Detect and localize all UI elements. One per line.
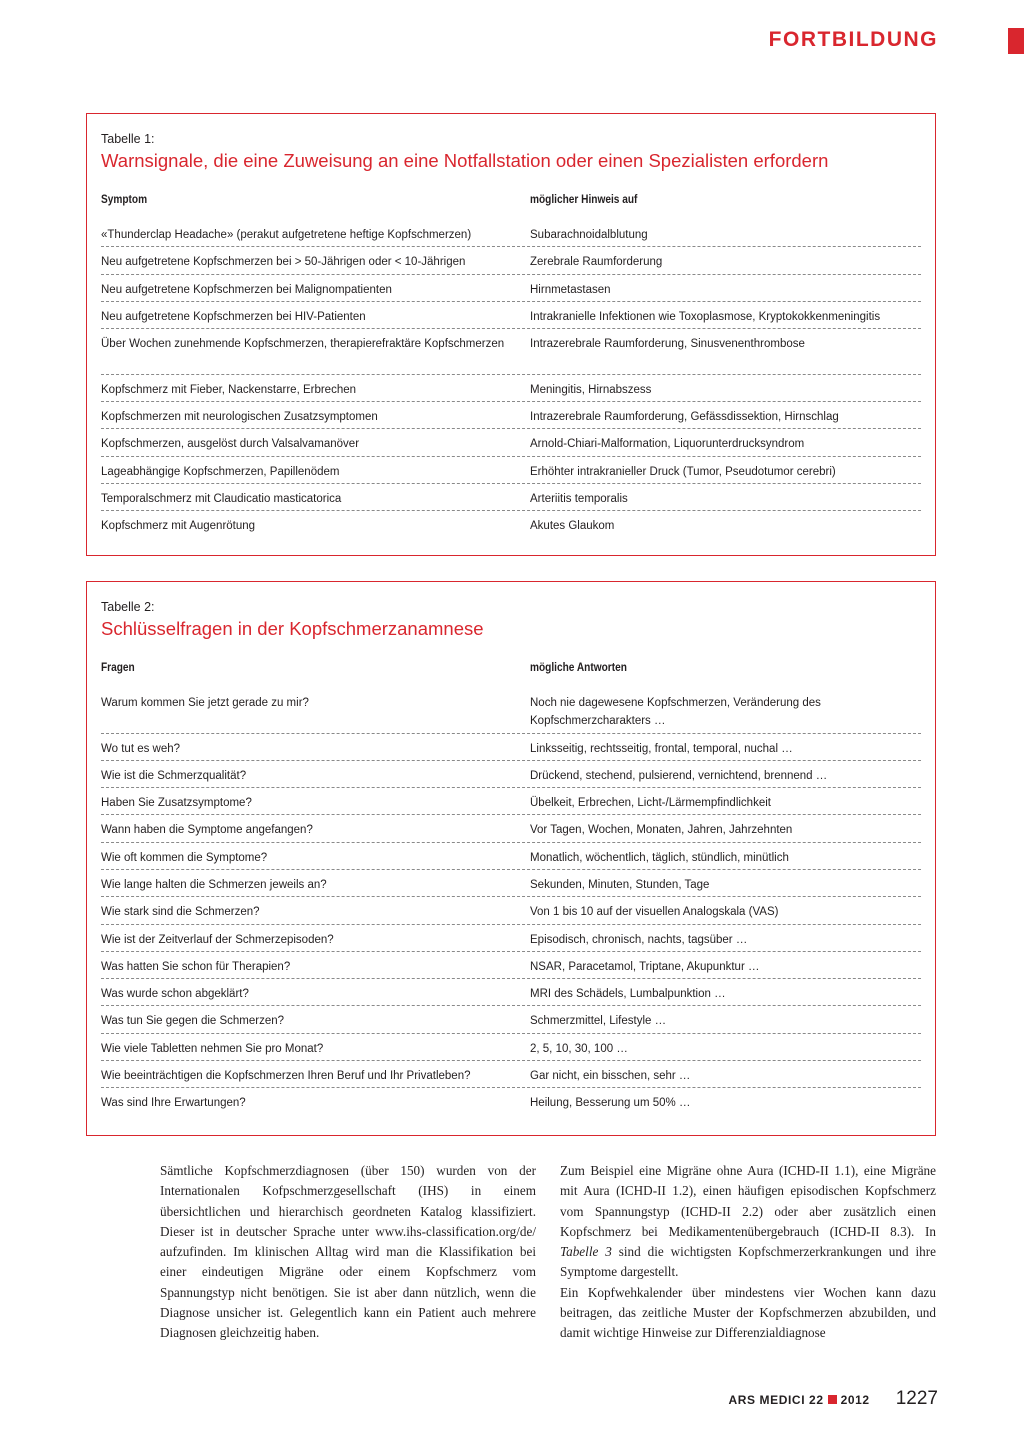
body-text-span: sind die wichtigsten Kopfschmerzerkrankungen und ihre Symptome dargestellt. bbox=[560, 1244, 936, 1280]
table-warning-signs bbox=[86, 113, 936, 556]
table-cell: Neu aufgetretene Kopfschmerzen bei HIV-Patienten bbox=[101, 310, 366, 323]
table-label: Tabelle 1: bbox=[101, 132, 155, 146]
table-row bbox=[101, 402, 921, 429]
table-cell: Intrazerebrale Raumforderung, Sinusvenenthrombose bbox=[530, 338, 805, 351]
table-cell: Kopfschmerz mit Fieber, Nackenstarre, Erbrechen bbox=[101, 383, 357, 396]
table-row bbox=[101, 247, 921, 274]
table-row bbox=[101, 329, 921, 375]
table-row bbox=[101, 870, 921, 897]
table-cell: Erhöhter intrakranieller Druck (Tumor, Pseudotumor cerebri) bbox=[530, 465, 836, 478]
table-cell: Wie beeinträchtigen die Kopfschmerzen Ihren Beruf und Ihr Privatleben? bbox=[101, 1070, 471, 1083]
table-cell: Neu aufgetretene Kopfschmerzen bei > 50-Jährigen oder < 10-Jährigen bbox=[101, 256, 466, 269]
table-cell: Kopfschmerzen mit neurologischen Zusatzsymptomen bbox=[101, 410, 378, 423]
table-cell: Drückend, stechend, pulsierend, vernichtend, brennend … bbox=[530, 769, 828, 782]
table-row bbox=[101, 1088, 921, 1115]
table-row bbox=[101, 688, 921, 734]
table-cell: Hirnmetastasen bbox=[530, 283, 611, 296]
page-number: 1227 bbox=[895, 1388, 938, 1409]
table-cell: Noch nie dagewesene Kopfschmerzen, Veränderung des Kopfschmerzcharakters … bbox=[530, 697, 821, 727]
journal-name: ARS MEDICI 22 bbox=[728, 1393, 824, 1407]
table-reference: Tabelle 3 bbox=[560, 1244, 612, 1260]
table-cell: Lageabhängige Kopfschmerzen, Papillenödem bbox=[101, 465, 340, 478]
table-cell: Kopfschmerzen, ausgelöst durch Valsalvamanöver bbox=[101, 438, 360, 451]
section-label: FORTBILDUNG bbox=[768, 28, 938, 51]
table-key-questions bbox=[86, 581, 936, 1136]
table-row bbox=[101, 484, 921, 511]
table-cell: Vor Tagen, Wochen, Monaten, Jahren, Jahrzehnten bbox=[530, 824, 793, 837]
table-cell: Intrakranielle Infektionen wie Toxoplasmose, Kryptokokkenmeningitis bbox=[530, 310, 881, 323]
body-paragraph bbox=[560, 1161, 936, 1283]
table-cell: Was wurde schon abgeklärt? bbox=[101, 988, 249, 1001]
table-cell: Über Wochen zunehmende Kopfschmerzen, therapierefraktäre Kopfschmerzen bbox=[101, 338, 505, 351]
table-row bbox=[101, 843, 921, 870]
table-cell: Wo tut es weh? bbox=[101, 742, 181, 755]
table-row bbox=[101, 220, 921, 247]
table-cell: Subarachnoidalblutung bbox=[530, 229, 648, 241]
table-cell: Wie stark sind die Schmerzen? bbox=[101, 906, 260, 919]
column-header-questions: Fragen bbox=[101, 662, 135, 674]
table-cell: Schmerzmittel, Lifestyle … bbox=[530, 1015, 667, 1028]
table-cell: Temporalschmerz mit Claudicatio masticatorica bbox=[101, 492, 342, 505]
table-row bbox=[101, 925, 921, 952]
table-cell: Übelkeit, Erbrechen, Licht-/Lärmempfindlichkeit bbox=[530, 797, 771, 810]
body-paragraph: Sämtliche Kopfschmerzdiagnosen (über 150) wurden von der Internationalen Kofpschmerzgesellschaft (IHS) in einem übersichtlichen und hierarchisch geordneten Katalog klassifiziert. Dieser ist in deutscher Sprache unter www.ihs-classification.org/de/ aufzufinden. Im klinischen Alltag wird man die Klassifikation bei einer eindeutigen Migräne oder einem Kopfschmerz vom Spannungstyp nicht benötigen. Sie ist aber dann nützlich, wenn die Diagnose unsicher ist. Gelegentlich kann ein Patient auch mehrere Diagnosen gleichzeitig haben. bbox=[160, 1163, 536, 1341]
table-row bbox=[101, 761, 921, 788]
table-row bbox=[101, 788, 921, 815]
table-body bbox=[101, 688, 921, 1116]
table-row bbox=[101, 375, 921, 402]
table-cell: 2, 5, 10, 30, 100 … bbox=[530, 1042, 628, 1055]
table-row bbox=[101, 1006, 921, 1033]
section-marker bbox=[1008, 28, 1024, 54]
table-row bbox=[101, 1034, 921, 1061]
table-row bbox=[101, 979, 921, 1006]
table-title: Warnsignale, die eine Zuweisung an eine Notfallstation oder einen Spezialisten erfordern bbox=[101, 150, 829, 171]
table-cell: Wie ist der Zeitverlauf der Schmerzepisoden? bbox=[101, 933, 334, 946]
table-title: Schlüsselfragen in der Kopfschmerzanamnese bbox=[101, 618, 484, 639]
column-header-hint: möglicher Hinweis auf bbox=[530, 194, 638, 206]
table-cell: Zerebrale Raumforderung bbox=[530, 256, 663, 269]
body-text-span: Zum Beispiel eine Migräne ohne Aura (ICHD-II 1.1), eine Migräne mit Aura (ICHD-II 1.2), einen häufigen episodischen Kopfschmerz vom Spannungstyp (ICHD-II 2.2) oder aber zusätzlich einen Kopfschmerz bei Medikamentenübergebrauch (ICHD-II 8.3). In bbox=[560, 1163, 936, 1239]
table-cell: Neu aufgetretene Kopfschmerzen bei Malignompatienten bbox=[101, 283, 392, 296]
table-cell: Wie viele Tabletten nehmen Sie pro Monat? bbox=[101, 1042, 324, 1055]
table-cell: Warum kommen Sie jetzt gerade zu mir? bbox=[101, 697, 309, 709]
table-cell: Arnold-Chiari-Malformation, Liquorunterdrucksyndrom bbox=[530, 438, 805, 451]
table-cell: Kopfschmerz mit Augenrötung bbox=[101, 520, 256, 533]
table-body bbox=[101, 220, 921, 538]
table-cell: Wie lange halten die Schmerzen jeweils an? bbox=[101, 878, 327, 891]
table-cell: Arteriitis temporalis bbox=[530, 492, 628, 505]
table-row bbox=[101, 815, 921, 842]
table-row bbox=[101, 897, 921, 924]
table-cell: Was tun Sie gegen die Schmerzen? bbox=[101, 1015, 285, 1028]
footer-marker bbox=[828, 1395, 837, 1404]
table-cell: Von 1 bis 10 auf der visuellen Analogskala (VAS) bbox=[530, 906, 779, 919]
table-cell: Linksseitig, rechtsseitig, frontal, temporal, nuchal … bbox=[530, 742, 793, 755]
table-cell: NSAR, Paracetamol, Triptane, Akupunktur … bbox=[530, 960, 760, 973]
table-cell: Sekunden, Minuten, Stunden, Tage bbox=[530, 878, 710, 891]
table-cell: Monatlich, wöchentlich, täglich, stündlich, minütlich bbox=[530, 851, 789, 864]
column-header-symptom: Symptom bbox=[101, 194, 148, 206]
table-cell: MRI des Schädels, Lumbalpunktion … bbox=[530, 988, 726, 1001]
table-cell: Akutes Glaukom bbox=[530, 520, 615, 533]
table-cell: Wie oft kommen die Symptome? bbox=[101, 851, 268, 864]
page-footer bbox=[728, 1388, 938, 1410]
table-row bbox=[101, 302, 921, 329]
journal-year: 2012 bbox=[840, 1393, 870, 1407]
body-column-right bbox=[560, 1161, 936, 1344]
table-row bbox=[101, 275, 921, 302]
table-row bbox=[101, 1061, 921, 1088]
body-paragraph: Ein Kopfwehkalender über mindestens vier Wochen kann dazu beitragen, das zeitliche Muster der Kopfschmerzen abzubilden, und damit wichtige Hinweise zur Differenzialdiagnose bbox=[560, 1284, 936, 1341]
table-cell: Gar nicht, ein bisschen, sehr … bbox=[530, 1070, 691, 1083]
table-cell: Haben Sie Zusatzsymptome? bbox=[101, 797, 252, 810]
table-row bbox=[101, 429, 921, 456]
table-cell: Intrazerebrale Raumforderung, Gefässdissektion, Hirnschlag bbox=[530, 410, 839, 423]
table-cell: Heilung, Besserung um 50% … bbox=[530, 1097, 691, 1110]
table-row bbox=[101, 734, 921, 761]
table-cell: Was sind Ihre Erwartungen? bbox=[101, 1097, 246, 1110]
table-label: Tabelle 2: bbox=[101, 600, 155, 614]
table-row bbox=[101, 511, 921, 538]
table-cell: Episodisch, chronisch, nachts, tagsüber … bbox=[530, 933, 748, 946]
table-cell: Meningitis, Hirnabszess bbox=[530, 383, 652, 396]
table-cell: «Thunderclap Headache» (perakut aufgetretene heftige Kopfschmerzen) bbox=[101, 229, 472, 241]
table-row bbox=[101, 457, 921, 484]
table-cell: Was hatten Sie schon für Therapien? bbox=[101, 960, 291, 973]
body-column-left bbox=[160, 1161, 536, 1344]
table-cell: Wie ist die Schmerzqualität? bbox=[101, 769, 247, 782]
table-row bbox=[101, 952, 921, 979]
table-cell: Wann haben die Symptome angefangen? bbox=[101, 824, 313, 837]
column-header-answers: mögliche Antworten bbox=[530, 662, 627, 674]
